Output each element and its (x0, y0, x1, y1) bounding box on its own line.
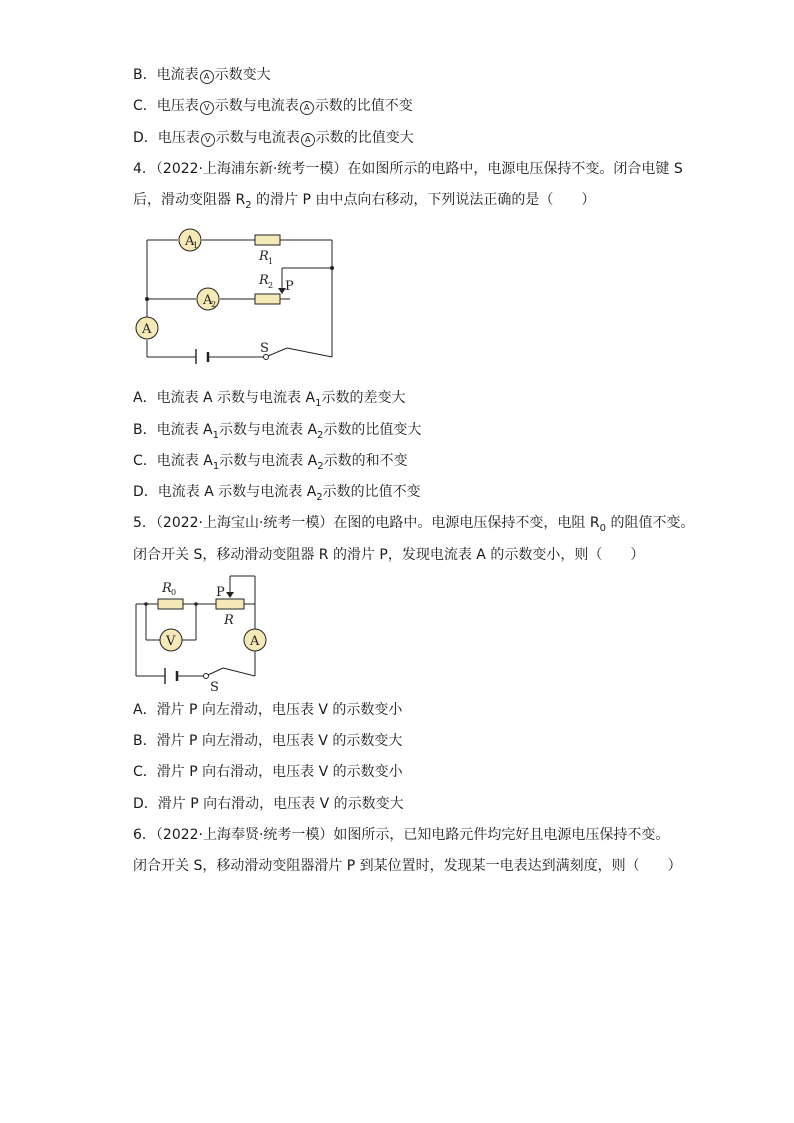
a-label: A (142, 322, 152, 337)
q4-stem-line2 (133, 190, 595, 216)
r2-label: R (259, 273, 269, 288)
voltmeter-icon: V (200, 101, 214, 115)
battery-icon (196, 349, 208, 364)
a1-label: A (185, 234, 195, 249)
option-text: 示数的比值变大 (315, 130, 414, 146)
resistor-r0-icon (158, 599, 183, 609)
rheostat-r-icon (216, 599, 244, 609)
stem-text: 后，滑动变阻器 R (133, 192, 246, 208)
q4-circuit-diagram (130, 222, 345, 364)
option-text: C．电压表 (133, 98, 199, 114)
subscript: 0 (599, 522, 606, 534)
v-label: V (166, 634, 176, 649)
option-text: B．电流表 A (133, 422, 213, 438)
stem-text: 的阻值不变。 (606, 515, 695, 531)
option-text: 示数与电流表 A (219, 453, 318, 469)
subscript: 1 (212, 460, 220, 472)
ammeter-a2-icon (197, 288, 219, 310)
option-text: D．电流表 A 示数与电流表 A (133, 484, 317, 500)
q4-stem-line1: 4．（2022·上海浦东新·统考一模）在如图所示的电路中，电源电压保持不变。闭合电键 S (133, 161, 683, 177)
subscript: 1 (212, 429, 220, 441)
q6-stem-line2: 闭合开关 S，移动滑动变阻器滑片 P 到某位置时，发现某一电表达到满刻度，则（ ） (133, 858, 682, 874)
a-label: A (250, 634, 260, 649)
a2-label: A (203, 293, 213, 308)
r0-subscript: 0 (171, 588, 177, 597)
ammeter-a-icon (136, 317, 158, 339)
subscript: 2 (316, 491, 323, 503)
q5-circuit-diagram (128, 572, 273, 692)
a2-subscript: 2 (211, 300, 217, 309)
q5-option-b: B．滑片 P 向左滑动，电压表 V 的示数变大 (133, 733, 403, 749)
r2-subscript: 2 (268, 281, 274, 290)
r1-label: R (259, 249, 269, 264)
option-text: A．电流表 A 示数与电流表 A (133, 390, 316, 406)
option-text: 示数的比值不变 (314, 98, 413, 114)
option-text: 示数的比值不变 (322, 484, 421, 500)
ammeter-icon: A (300, 101, 314, 115)
ammeter-a1-icon (179, 229, 201, 251)
a1-subscript: 1 (193, 241, 199, 250)
stem-text: 的滑片 P 由中点向右移动，下列说法正确的是（ ） (251, 192, 596, 208)
stem-text: 5．（2022·上海宝山·统考一模）在图的电路中。电源电压保持不变，电阻 R (133, 515, 600, 531)
q4-option-a (133, 388, 405, 414)
option-text: B．电流表 (133, 67, 199, 83)
q3-option-c (133, 96, 413, 116)
subscript: 2 (317, 429, 324, 441)
subscript: 1 (315, 397, 322, 409)
option-text: 示数变大 (214, 67, 271, 83)
resistor-r2-icon (255, 294, 280, 304)
switch-s-label: S (260, 341, 269, 356)
r0-label: R (162, 581, 172, 596)
q3-option-d (133, 128, 414, 148)
voltmeter-icon: V (201, 133, 215, 147)
voltmeter-v-icon (160, 629, 182, 651)
slider-p-label: P (216, 585, 225, 600)
ammeter-a-icon (244, 629, 266, 651)
ammeter-icon: A (200, 70, 214, 84)
option-text: 示数与电流表 (214, 98, 299, 114)
q4-option-b (133, 420, 421, 446)
switch-s-label: S (210, 680, 219, 692)
option-text: 示数与电流表 A (219, 422, 318, 438)
subscript: 2 (317, 460, 324, 472)
q6-stem-line1: 6．（2022·上海奉贤·统考一模）如图所示，已知电路元件均完好且电源电压保持不变。 (133, 827, 670, 843)
q5-option-c: C．滑片 P 向右滑动，电压表 V 的示数变小 (133, 764, 403, 780)
switch-icon (204, 668, 224, 679)
ammeter-icon: A (301, 133, 315, 147)
r1-subscript: 1 (268, 257, 274, 266)
battery-icon (165, 668, 177, 684)
q5-option-d: D．滑片 P 向右滑动，电压表 V 的示数变大 (133, 796, 404, 812)
q5-option-a: A．滑片 P 向左滑动，电压表 V 的示数变小 (133, 702, 403, 718)
option-text: D．电压表 (133, 130, 200, 146)
q4-option-c (133, 451, 408, 477)
option-text: C．电流表 A (133, 453, 213, 469)
option-text: 示数的和不变 (323, 453, 408, 469)
rheostat-r-label: R (224, 613, 234, 628)
subscript: 2 (245, 199, 252, 211)
resistor-r1-icon (255, 235, 280, 245)
slider-p-label: P (285, 279, 294, 294)
option-text: 示数与电流表 (215, 130, 300, 146)
option-text: 示数的差变大 (321, 390, 406, 406)
q5-stem-line1 (133, 513, 694, 539)
q3-option-b (133, 65, 271, 85)
q4-option-d (133, 482, 421, 508)
q5-stem-line2: 闭合开关 S，移动滑动变阻器 R 的滑片 P，发现电流表 A 的示数变小，则（ ） (133, 547, 645, 563)
option-text: 示数的比值变大 (323, 422, 422, 438)
